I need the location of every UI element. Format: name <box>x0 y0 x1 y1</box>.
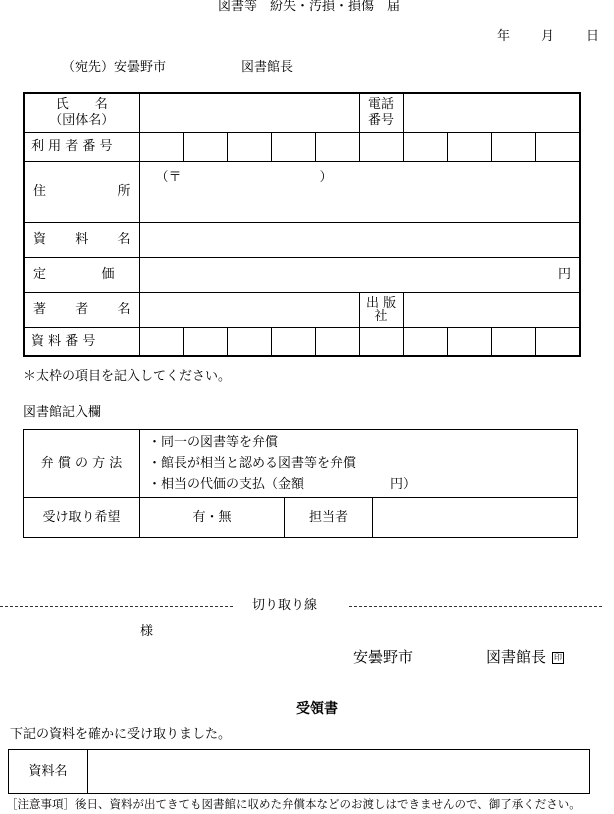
issuer-city: 安曇野市 <box>353 648 414 666</box>
material-number-label: 資 料 番 号 <box>24 327 139 356</box>
phone-label-2: 番号 <box>368 113 395 129</box>
name-field[interactable] <box>139 93 359 132</box>
user-number-digit[interactable] <box>139 132 183 161</box>
date-year-label: 年 <box>497 29 511 44</box>
fill-instruction-note: ＊太枠の項目を記入してください。 <box>23 369 232 384</box>
price-label-cell <box>24 257 139 292</box>
method-option-same-item[interactable]: ・同一の図書等を弁償 <box>148 435 279 450</box>
method-options <box>140 430 578 498</box>
material-number-digit[interactable] <box>491 327 535 356</box>
material-number-digit[interactable] <box>139 327 183 356</box>
method-option-payment-unit: 円） <box>390 477 417 492</box>
library-section-heading: 図書館記入欄 <box>23 405 102 420</box>
date-day-label: 日 <box>586 29 600 44</box>
price-field[interactable] <box>139 257 580 292</box>
material-number-digit[interactable] <box>535 327 580 356</box>
user-number-digit[interactable] <box>359 132 403 161</box>
material-number-digit[interactable] <box>447 327 491 356</box>
material-number-digit[interactable] <box>315 327 359 356</box>
user-number-digit[interactable] <box>535 132 580 161</box>
receive-label: 受け取り希望 <box>24 498 140 538</box>
material-number-digit[interactable] <box>271 327 315 356</box>
user-number-label: 利 用 者 番 号 <box>24 132 139 161</box>
postal-open: （〒 <box>155 169 182 185</box>
cut-line-left <box>0 606 233 607</box>
material-name-label-cell <box>24 222 139 257</box>
author-label-2: 者 <box>75 302 89 317</box>
author-label-1: 著 <box>33 302 47 317</box>
publisher-label: 出 版 社 <box>359 292 403 327</box>
staff-label: 担当者 <box>285 498 373 538</box>
receipt-title: 受領書 <box>296 701 338 717</box>
material-name-label-1: 資 <box>33 232 47 247</box>
cut-line-right <box>349 606 602 607</box>
staff-field[interactable] <box>373 498 578 538</box>
receipt-material-field[interactable] <box>88 750 590 794</box>
applicant-form-table <box>23 92 581 357</box>
library-use-table <box>23 429 578 538</box>
receipt-statement: 下記の資料を確かに受け取りました。 <box>10 727 232 742</box>
material-name-label-3: 名 <box>117 232 131 247</box>
seal-mark: 印 <box>554 653 563 662</box>
receipt-footnote: ［注意事項］後日、資料が出てきても図書館に収めた弁償本などのお渡しはできませんので、御了承ください。 <box>6 797 581 811</box>
author-field[interactable] <box>139 292 359 327</box>
postal-close: ） <box>319 169 333 185</box>
date-month-label: 月 <box>541 29 555 44</box>
material-number-digit[interactable] <box>403 327 447 356</box>
author-label-cell <box>24 292 139 327</box>
user-number-digit[interactable] <box>315 132 359 161</box>
user-number-digit[interactable] <box>227 132 271 161</box>
name-label-cell <box>24 93 139 132</box>
material-number-digit[interactable] <box>359 327 403 356</box>
phone-label-cell <box>359 93 403 132</box>
method-option-equivalent-item[interactable]: ・館長が相当と認める図書等を弁償 <box>148 456 357 471</box>
name-label: 氏 名 <box>55 97 108 113</box>
receipt-table <box>8 749 590 794</box>
address-label-right: 所 <box>117 184 131 199</box>
cut-line-label: 切り取り線 <box>252 598 318 613</box>
address-label-left: 住 <box>33 184 47 199</box>
method-label: 弁 償 の 方 法 <box>24 430 140 498</box>
form-title: 図書等 紛失・汚損・損傷 届 <box>218 0 401 14</box>
address-label-cell <box>24 161 139 222</box>
recipient-honorific: 様 <box>140 624 154 639</box>
material-name-field[interactable] <box>139 222 580 257</box>
price-label-2: 価 <box>101 267 115 282</box>
material-number-digit[interactable] <box>183 327 227 356</box>
price-unit: 円 <box>558 267 572 282</box>
receive-value[interactable]: 有・無 <box>140 498 285 538</box>
issuer-title-text: 図書館長 <box>486 648 547 666</box>
user-number-digit[interactable] <box>403 132 447 161</box>
user-number-digit[interactable] <box>491 132 535 161</box>
group-name-label: （団体名） <box>49 113 115 129</box>
addressee-prefix: （宛先）安曇野市 <box>62 60 167 75</box>
user-number-digit[interactable] <box>183 132 227 161</box>
user-number-digit[interactable] <box>447 132 491 161</box>
publisher-field[interactable] <box>403 292 580 327</box>
issuer-title <box>486 650 564 665</box>
phone-label-1: 電話 <box>368 97 395 113</box>
address-field[interactable] <box>139 161 580 222</box>
material-name-label-2: 料 <box>75 232 89 247</box>
receipt-material-label: 資料名 <box>9 750 88 794</box>
author-label-3: 名 <box>117 302 131 317</box>
price-label-1: 定 <box>33 267 47 282</box>
material-number-digit[interactable] <box>227 327 271 356</box>
phone-field[interactable] <box>403 93 580 132</box>
addressee-title: 図書館長 <box>241 60 294 75</box>
user-number-digit[interactable] <box>271 132 315 161</box>
method-option-payment[interactable] <box>148 474 577 495</box>
method-option-payment-label: ・相当の代価の支払（金額 <box>148 477 305 492</box>
